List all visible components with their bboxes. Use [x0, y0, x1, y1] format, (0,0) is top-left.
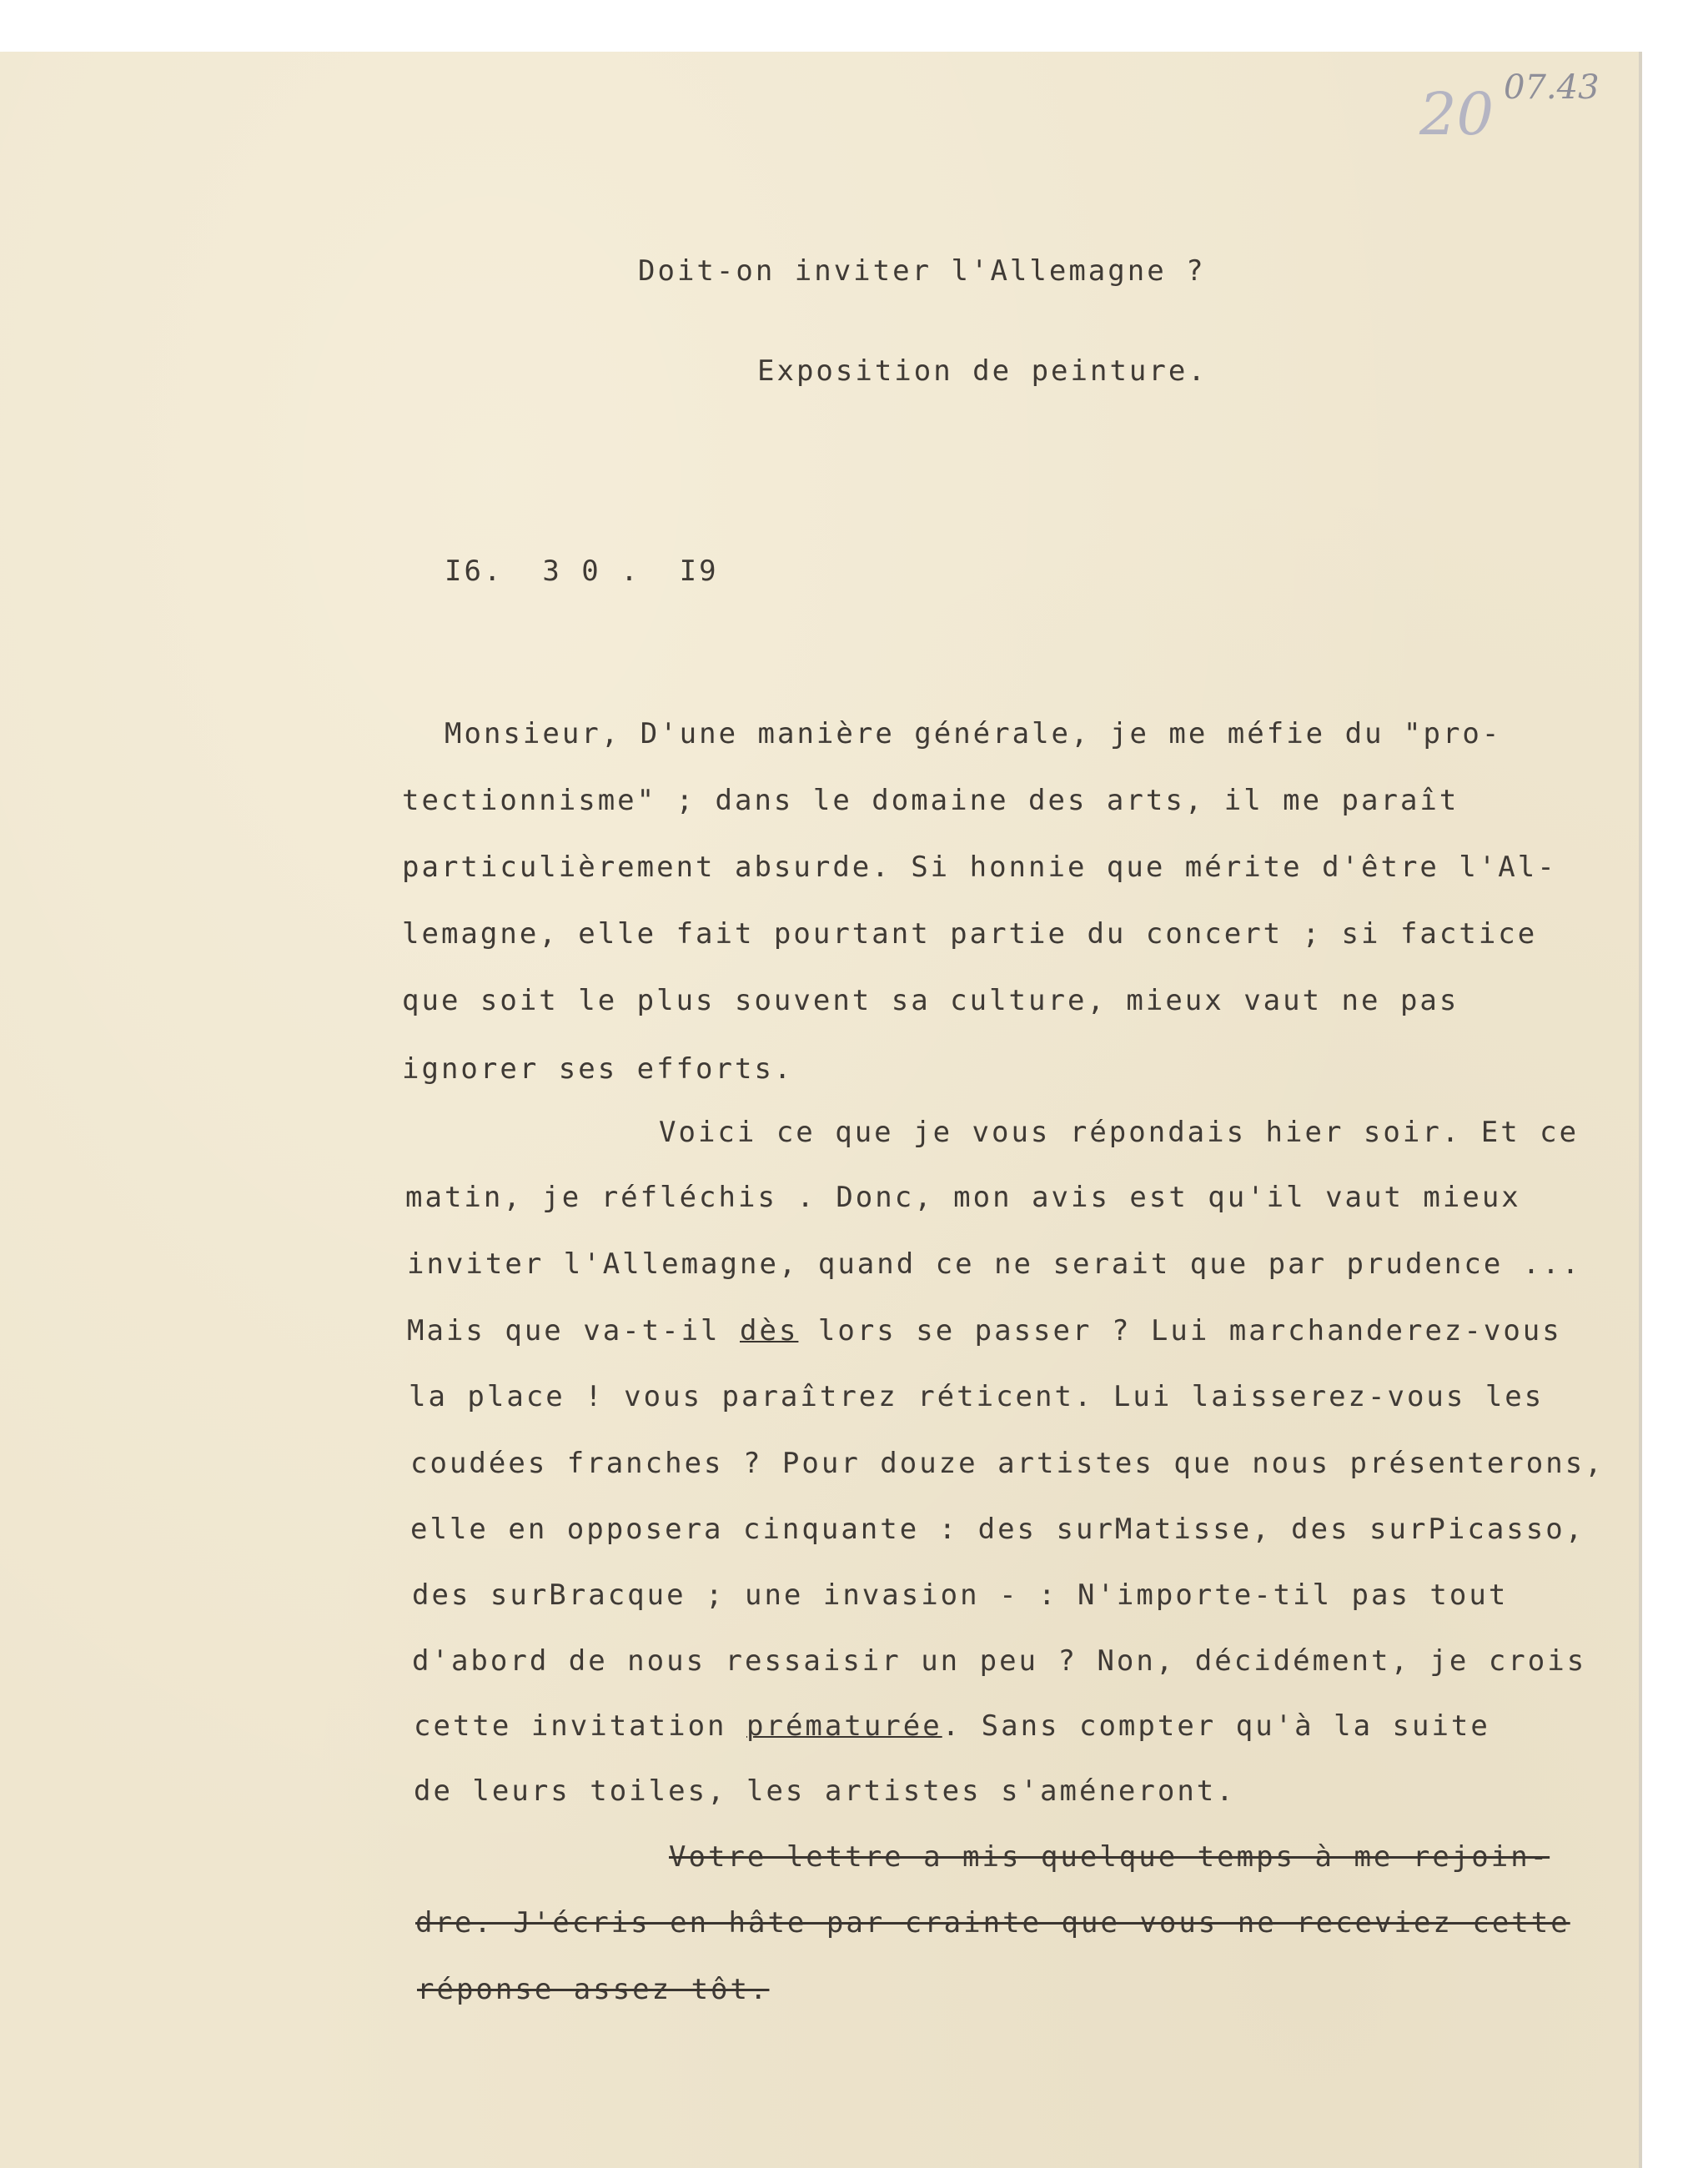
line-text: cette invitation [414, 1709, 746, 1743]
paragraph-2-line-1: Voici ce que je vous répondais hier soir. Et ce [659, 1116, 1580, 1149]
paper-edge [1639, 52, 1642, 2168]
paragraph-1-line-3: particulièrement absurde. Si honnie que mérite d'être l'Al- [402, 851, 1557, 884]
underlined-word: dès [740, 1314, 799, 1347]
underlined-word: prématurée [746, 1709, 942, 1743]
document-title: Doit-on inviter l'Allemagne ? [638, 254, 1206, 288]
struck-line-3: réponse assez tôt. [417, 1973, 770, 2006]
line-text: Mais que va-t-il [407, 1314, 740, 1347]
paragraph-1-line-1: Monsieur, D'une manière générale, je me méfie du "pro- [445, 717, 1502, 750]
paragraph-2-line-5: la place ! vous paraîtrez réticent. Lui laisserez-vous les [409, 1380, 1545, 1413]
struck-line-2: dre. J'écris en hâte par crainte que vous ne receviez cette [415, 1906, 1570, 1940]
paragraph-2-line-7: elle en opposera cinquante : des surMatisse, des surPicasso, [410, 1513, 1585, 1546]
paragraph-1-line-5: que soit le plus souvent sa culture, mieux vaut ne pas [402, 984, 1459, 1017]
paragraph-2-line-11: de leurs toiles, les artistes s'améneront. [414, 1774, 1236, 1808]
paragraph-1-line-2: tectionnisme" ; dans le domaine des arts, il me paraît [402, 784, 1459, 817]
document-subtitle: Exposition de peinture. [757, 354, 1208, 388]
paragraph-2-line-9: d'abord de nous ressaisir un peu ? Non, décidément, je crois [412, 1644, 1587, 1678]
paragraph-2-line-2: matin, je réfléchis . Donc, mon avis est qu'il vaut mieux [405, 1181, 1521, 1214]
archive-reference: 07.43 [1504, 68, 1600, 107]
paragraph-2-line-6: coudées franches ? Pour douze artistes que nous présenterons, [410, 1447, 1605, 1480]
line-text: . Sans compter qu'à la suite [942, 1709, 1490, 1743]
paragraph-2-line-4 [407, 1314, 1562, 1347]
paragraph-2-line-8: des surBracque ; une invasion - : N'importe-til pas tout [412, 1578, 1509, 1612]
struck-line-1: Votre lettre a mis quelque temps à me rejoin- [669, 1840, 1550, 1874]
paragraph-2-line-3: inviter l'Allemagne, quand ce ne serait que par prudence ... [407, 1247, 1582, 1281]
paragraph-1-line-4: lemagne, elle fait pourtant partie du concert ; si factice [402, 917, 1538, 951]
paragraph-1-line-6: ignorer ses efforts. [402, 1052, 794, 1086]
folio-number: 20 [1419, 80, 1494, 148]
line-text: lors se passer ? Lui marchanderez-vous [798, 1314, 1562, 1347]
paragraph-2-line-10 [414, 1709, 1490, 1743]
letter-date: I6. 3 0 . I9 [445, 555, 719, 588]
